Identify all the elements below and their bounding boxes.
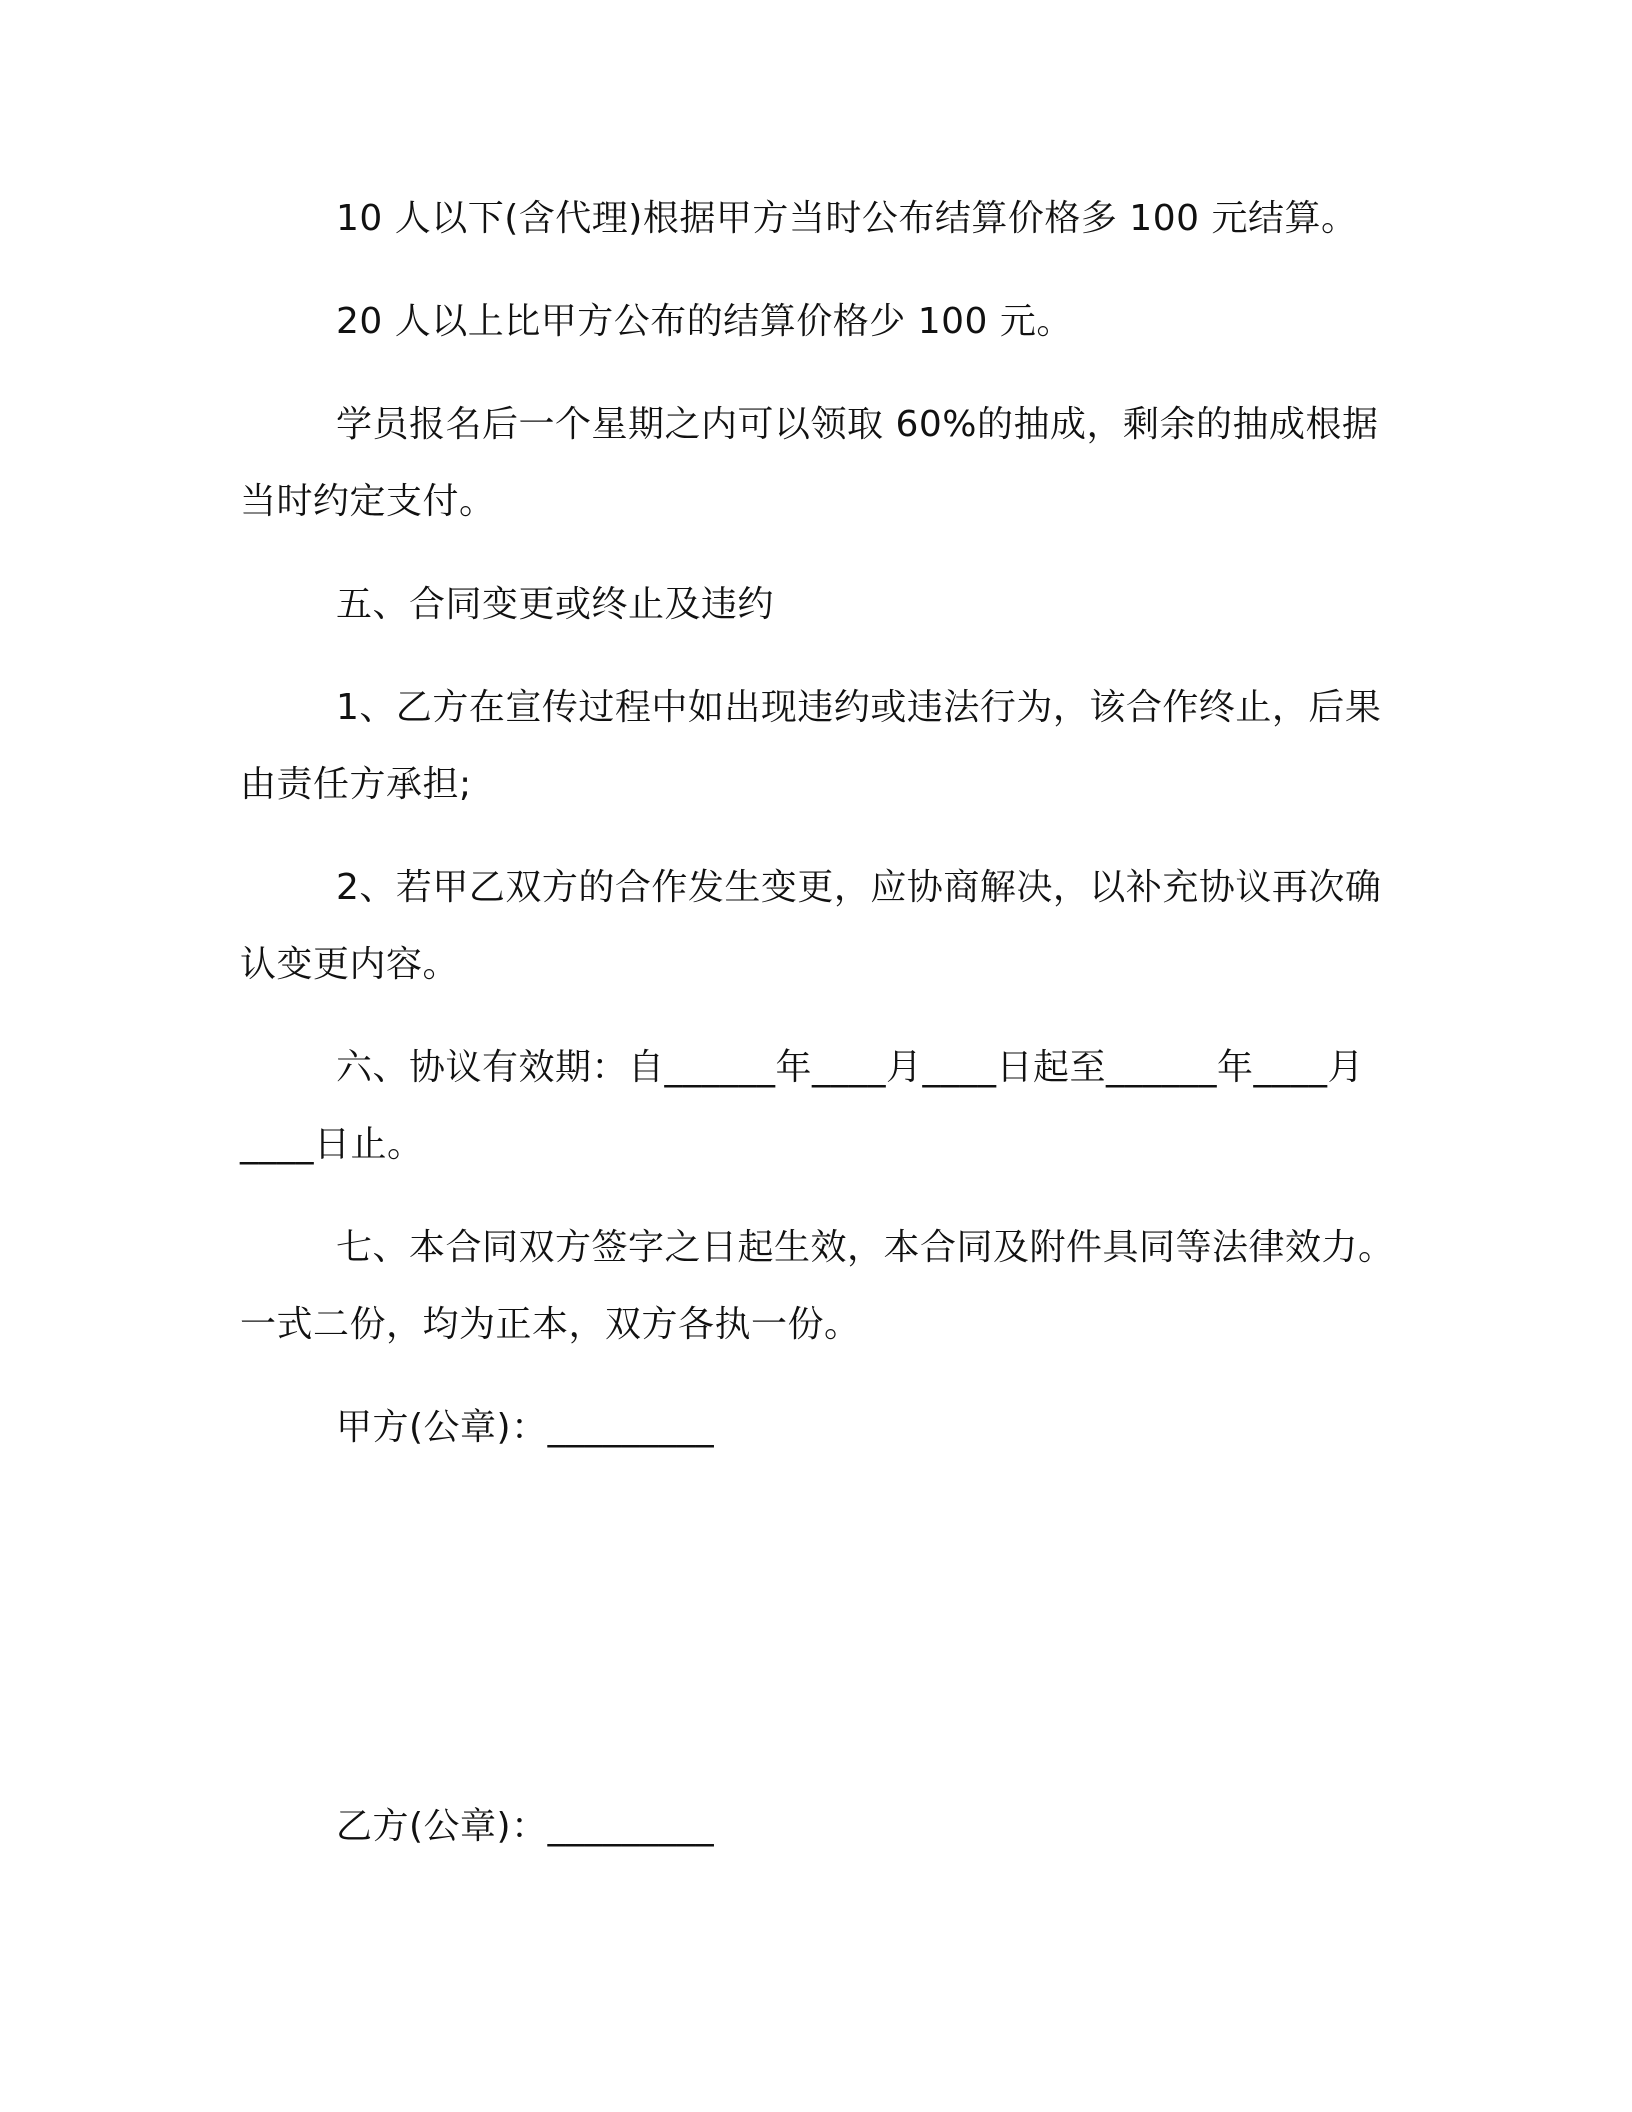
signature-party-a: 甲方(公章)：_________ xyxy=(336,1407,715,1448)
section-heading-five: 五、合同变更或终止及违约 xyxy=(336,584,775,625)
paragraph-pricing-under-10: 10 人以下(含代理)根据甲方当时公布结算价格多 100 元结算。 xyxy=(336,198,1358,239)
signature-party-b: 乙方(公章)：_________ xyxy=(336,1806,715,1847)
paragraph-commission: 学员报名后一个星期之内可以领取 60%的抽成，剩余的抽成根据当时约定支付。 xyxy=(240,404,1379,522)
paragraph-pricing-over-20: 20 人以上比甲方公布的结算价格少 100 元。 xyxy=(336,301,1073,342)
paragraph-clause-1: 1、乙方在宣传过程中如出现违约或违法行为，该合作终止，后果由责任方承担; xyxy=(240,687,1382,805)
paragraph-validity-period: 六、协议有效期：自______年____月____日起至______年____月____日止。 xyxy=(240,1047,1365,1165)
paragraph-clause-2: 2、若甲乙双方的合作发生变更，应协商解决，以补充协议再次确认变更内容。 xyxy=(240,867,1382,985)
paragraph-effectiveness: 七、本合同双方签字之日起生效，本合同及附件具同等法律效力。一式二份，均为正本，双方各执一份。 xyxy=(240,1227,1395,1345)
